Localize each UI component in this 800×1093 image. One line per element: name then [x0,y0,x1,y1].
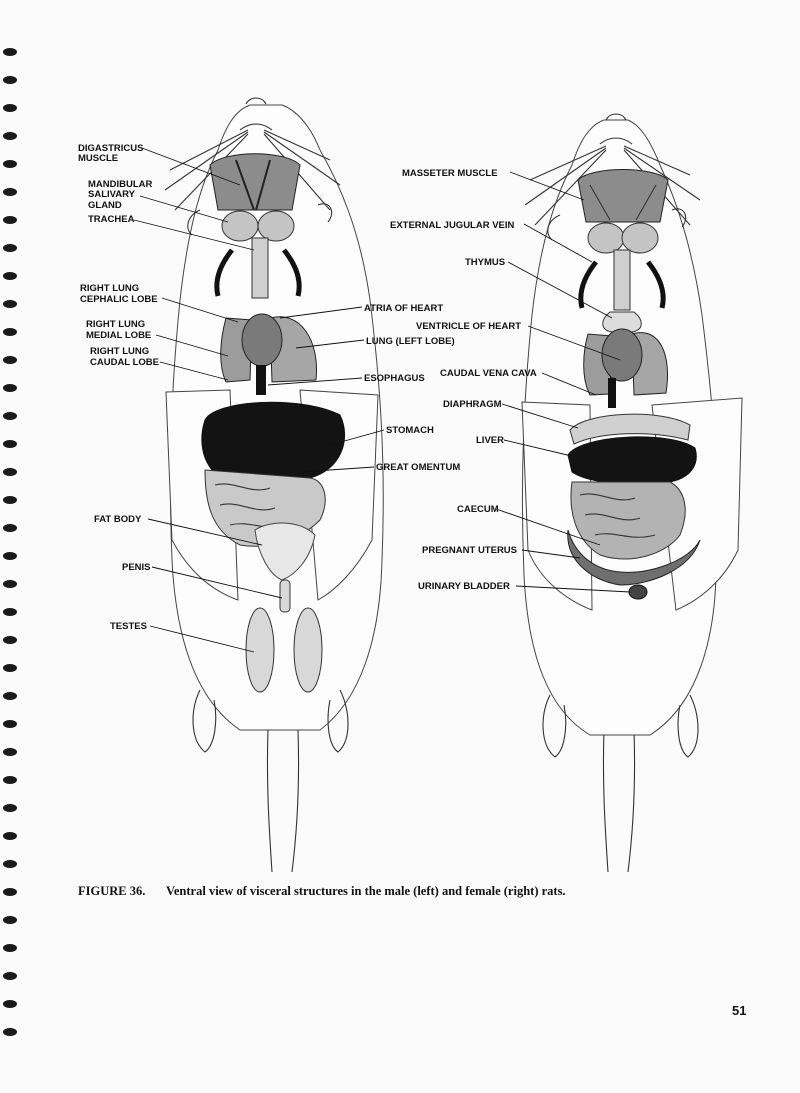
figure-caption [78,883,598,899]
female-rat-illustration [522,114,742,872]
male-rat-illustration [165,98,383,872]
label-atria-of-heart: ATRIA OF HEART [364,303,444,314]
label-stomach: STOMACH [386,425,434,436]
label-trachea: TRACHEA [88,214,135,225]
label-mandibular-line2: SALIVARY [88,189,135,200]
label-esophagus: ESOPHAGUS [364,373,425,384]
label-digastricus-line1: DIGASTRICUS [78,143,144,154]
label-diaphragm: DIAPHRAGM [443,399,502,410]
page-number: 51 [732,1003,747,1018]
label-pregnant-uterus: PREGNANT UTERUS [422,545,518,556]
label-external-jugular-vein: EXTERNAL JUGULAR VEIN [390,220,515,231]
label-right-lung-medial-line1: RIGHT LUNG [86,319,146,330]
label-right-lung-caudal-line1: RIGHT LUNG [90,346,150,357]
label-penis: PENIS [122,562,151,573]
label-masseter-muscle: MASSETER MUSCLE [402,168,498,179]
label-right-lung-cephalic-line2: CEPHALIC LOBE [80,294,158,305]
label-great-omentum: GREAT OMENTUM [376,462,461,473]
label-caudal-vena-cava: CAUDAL VENA CAVA [440,368,537,379]
label-mandibular-line1: MANDIBULAR [88,179,153,190]
figure-caption-text: Ventral view of visceral structures in the male (left) and female (right) rats. [166,884,566,898]
label-digastricus-line2: MUSCLE [78,153,119,164]
label-right-lung-cephalic-line1: RIGHT LUNG [80,283,140,294]
label-mandibular-line3: GLAND [88,200,122,211]
label-thymus: THYMUS [465,257,506,268]
figure-number: FIGURE 36. [78,884,146,898]
label-caecum: CAECUM [457,504,499,515]
label-right-lung-medial-line2: MEDIAL LOBE [86,330,152,341]
label-lung-left-lobe: LUNG (LEFT LOBE) [366,336,455,347]
label-urinary-bladder: URINARY BLADDER [418,581,510,592]
label-ventricle-of-heart: VENTRICLE OF HEART [416,321,522,332]
label-right-lung-caudal-line2: CAUDAL LOBE [90,357,159,368]
label-liver: LIVER [476,435,504,446]
label-testes: TESTES [110,621,147,632]
label-fat-body: FAT BODY [94,514,142,525]
